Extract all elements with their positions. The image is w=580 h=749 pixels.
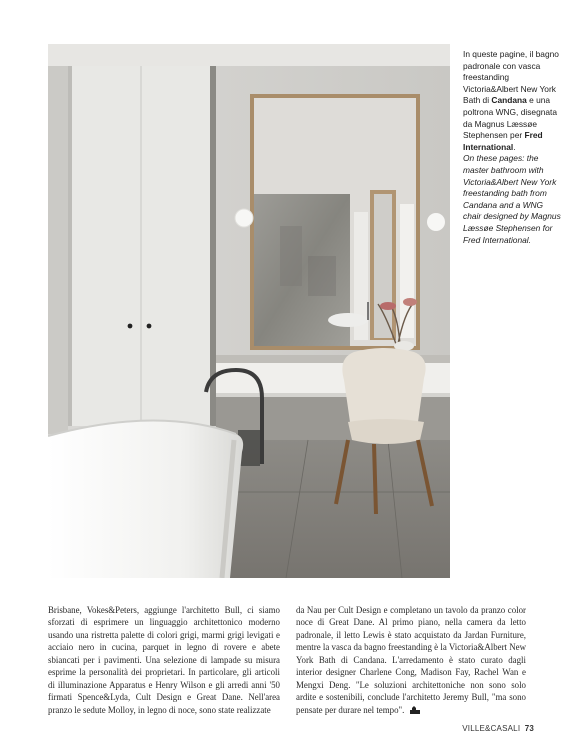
caption-brand-fred: Fred International [463,130,543,152]
caption-italian-end: . [513,141,516,152]
page-footer [462,724,534,733]
photo-caption [463,49,563,246]
caption-brand-candana: Candana [491,95,527,106]
caption-english: On these pages: the master bathroom with Victoria&Albert New York freestanding bath from Candana and a WNG chair designed by Magnus Læssøe Stephensen for Fred International. [463,153,561,245]
bathroom-photo [48,44,450,578]
page-number: 73 [524,724,534,733]
end-of-article-icon [410,706,420,714]
magazine-name: VILLE&CASALI [462,724,521,733]
caption-italian-text: In queste pagine, il bagno padronale con vasca freestanding Victoria&Albert New York Bath di [463,49,559,106]
article-column-2 [296,604,526,716]
caption-italian [463,49,563,153]
article-column-1: Brisbane, Vokes&Peters, aggiunge l'architetto Bull, ci siamo sforzati di esprimere un linguaggio architettonico moderno usando una ristretta palette di colori grigi, marmi grigi levigati e acciaio nero in cucina, parquet in legno di rovere e abete sbiancati per i pavimenti. Una selezione di lampade su misura esprime la personalità dei proprietari. In particolare, gli articoli di illuminazione Apparatus e Henry Wilson e gli arredi anni '50 firmati Spence&Lyda, Cult Design e Great Dane. Nell'area pranzo le sedute Molloy, in legno di noce, sono state realizzate [48,605,280,715]
caption-italian-middle: e una poltrona WNG, disegnata da Magnus Læssøe Stephensen per [463,95,558,141]
article-column-2-text: da Nau per Cult Design e completano un tavolo da pranzo color noce di Great Dane. Al primo piano, nella camera da letto padronale, il letto Lewis è stato acquistato da Jardan Furniture, mentre la vasca da bagno freestanding è la Victoria&Albert New York Bath di Candana. L'arredamento è stato curato dagli interior designer Charlene Cong, Madison Fay, Rachel Wan e Mengxi Deng. "Le soluzioni architettoniche non sono solo ardite e sostenibili, conclude l'architetto Jeremy Bull, "ma sono pensate per durare nel tempo". [296,605,526,715]
